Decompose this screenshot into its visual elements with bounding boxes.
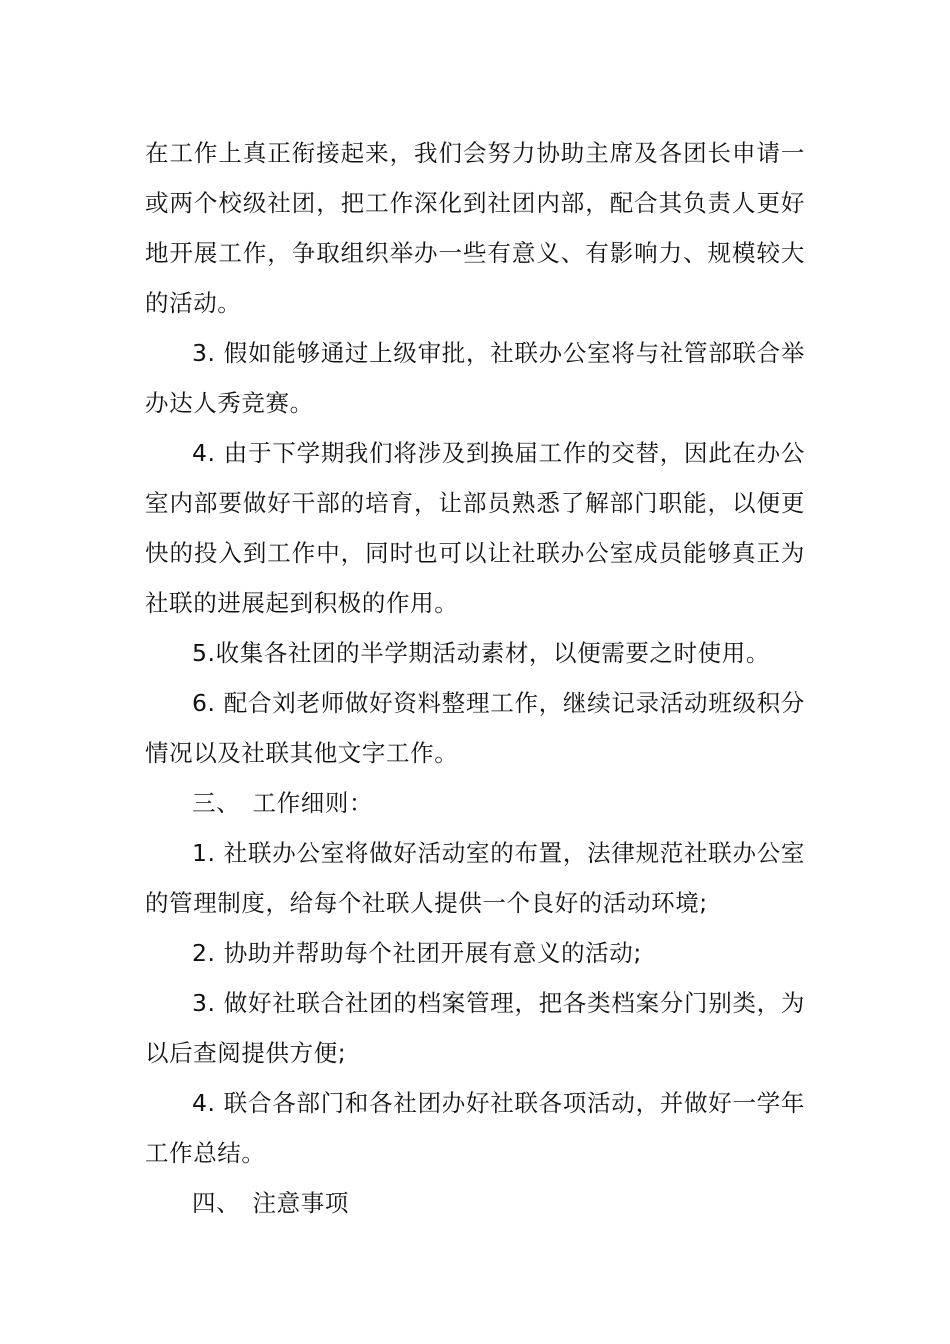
paragraph-item-6-document-work: 6. 配合刘老师做好资料整理工作，继续记录活动班级积分情况以及社联其他文字工作。 xyxy=(145,689,805,767)
paragraph-detail-2-assist-clubs: 2. 协助并帮助每个社团开展有意义的活动; xyxy=(192,939,642,967)
paragraph-item-5-collect-materials: 5.收集各社团的半学期活动素材，以便需要之时使用。 xyxy=(192,639,770,667)
paragraph-item-3-talent-show: 3. 假如能够通过上级审批，社联办公室将与社管部联合举办达人秀竞赛。 xyxy=(145,339,805,417)
paragraph-continuation: 在工作上真正衔接起来，我们会努力协助主席及各团长申请一或两个校级社团，把工作深化到社团内部，配合其负责人更好地开展工作，争取组织举办一些有意义、有影响力、规模较大的活动。 xyxy=(145,139,805,317)
paragraph-detail-1-room-layout: 1. 社联办公室将做好活动室的布置，法律规范社联办公室的管理制度，给每个社联人提供一个良好的活动环境; xyxy=(145,839,805,917)
document-body xyxy=(145,128,805,1228)
paragraph-item-4-cadre-training: 4. 由于下学期我们将涉及到换届工作的交替，因此在办公室内部要做好干部的培育，让部员熟悉了解部门职能，以便更快的投入到工作中，同时也可以让社联办公室成员能够真正为社联的进展起到积极的作用。 xyxy=(145,439,805,617)
section-heading-notes: 四、 注意事项 xyxy=(192,1189,349,1217)
paragraph-detail-4-joint-activities: 4. 联合各部门和各社团办好社联各项活动，并做好一学年工作总结。 xyxy=(145,1089,805,1167)
paragraph-detail-3-archives: 3. 做好社联合社团的档案管理，把各类档案分门别类，为以后查阅提供方便; xyxy=(145,989,805,1067)
section-heading-work-details: 三、 工作细则： xyxy=(192,789,374,817)
